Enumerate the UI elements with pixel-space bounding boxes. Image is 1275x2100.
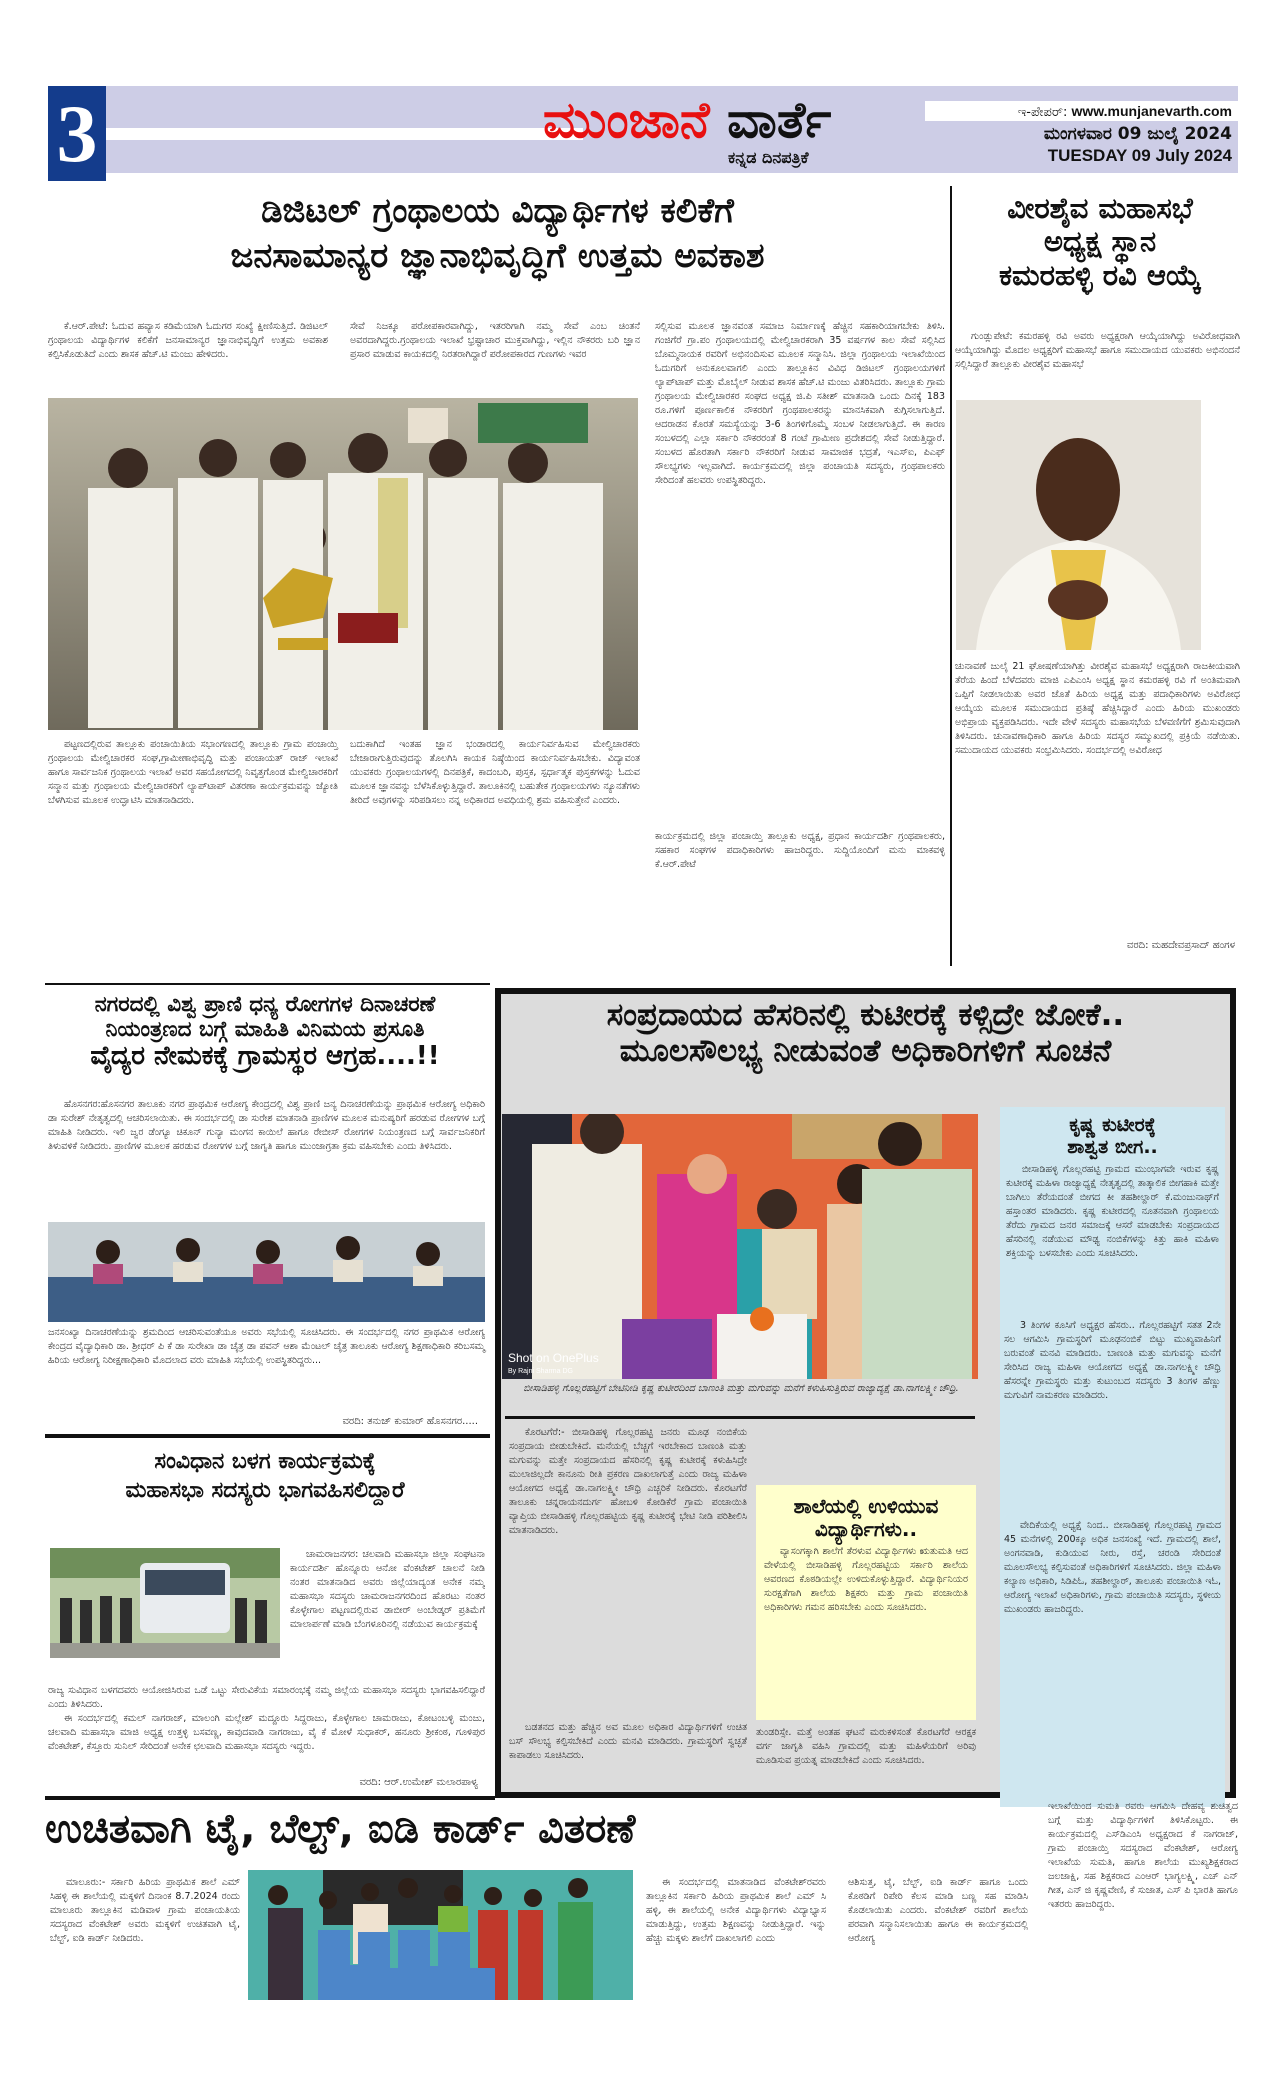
tie-belt-col4: ಇಲಾಖೆಯಿಂದ ಸುಮತಿ ರವರು ಆಗಮಿಸಿ ದೇಹವ್ಯ ಶುಚಿತ್ವದ ಬಗ್ಗೆ ಮತ್ತು ವಿದ್ಯಾರ್ಥಿಗಳಿಗೆ ತಿಳಿಸಿಕೊಟ್ಟರು. ಈ ಕಾರ್ಯಕ್ರಮದಲ್ಲಿ ಎಸ್‌ಡಿಎಂಸಿ ಅಧ್ಯಕ್ಷರಾದ ಕೆ ನಾಗರಾಜ್, ಗ್ರಾಮ ಪಂಚಾಯ್ತಿ ಸದಸ್ಯರಾದ ವೆಂಕಟೇಶ್, ಆರೋಗ್ಯ ಇಲಾಖೆಯ ಸುಮತಿ, ಹಾಗೂ ಶಾಲೆಯ ಮುಖ್ಯಶಿಕ್ಷಕರಾದ ಜಲಜಾಕ್ಷಿ, ಸಹ ಶಿಕ್ಷಕರಾದ ಎಂಆರ್ ಭಾಗ್ಯಲಕ್ಷ್ಮಿ, ಎಚ್ ಎನ್ ಗೀತ, ಎನ್ ಜಿ ಕೃಷ್ಣವೇಣಿ, ಕೆ ಸುಜಾತ, ಎಸ್ ಪಿ ಭಾರತಿ ಹಾಗೂ ಇತರರು ಹಾಜರಿದ್ದರು. <box>1048 1801 1238 1910</box>
health-byline: ವರದಿ: ತನುಜ್ ಕುಮಾರ್ ಹೊಸನಗರ..... <box>342 1416 478 1427</box>
sampradaya-headline-line2: ಮೂಲಸೌಲಭ್ಯ ನೀಡುವಂತೆ ಅಧಿಕಾರಿಗಳಿಗೆ ಸೂಚನೆ <box>619 1032 1112 1069</box>
sampradaya-headline <box>501 994 1230 1069</box>
photo-watermark <box>508 1352 599 1378</box>
section-divider <box>45 1434 490 1438</box>
constitution-body-people: ಈ ಸಂದರ್ಭದಲ್ಲಿ ಕಮಲ್ ನಾಗರಾಜ್, ಮಾಲಂಗಿ ಮಲ್ಲೇಶ್ ಮದ್ದೂರು ಸಿದ್ದರಾಜು, ಕೊಳ್ಳೇಗಾಲ ಚಾಮರಾಜು, ಕೋಟಂಬಳ್ಳಿ ಮಂಜು, ಚಲವಾದಿ ಮಹಾಸಭಾ ಮಾಜಿ ಅಧ್ಯಕ್ಷ ಉತ್ತಳ್ಳಿ ಬಸವಣ್ಣ, ಕಾವುದವಾಡಿ ನಾಗರಾಜು, ವೈ ಕೆ ಮೋಳೆ ಸುಧಾಕರ್, ಹನೂರು ಶ್ರೀಕಂಠ, ಗೂಳಿಪುರ ವೆಂಕಟೇಶ್, ಕೆಸ್ತೂರು ಸುನಿಲ್ ಸೇರಿದಂತೆ ಅನೇಕ ಛಲವಾದಿ ಮಹಾಸಭಾ ಸದಸ್ಯರು ಇದ್ದರು. <box>48 1713 485 1752</box>
tie-belt-col2: ಈ ಸಂದರ್ಭದಲ್ಲಿ ಮಾತನಾಡಿದ ವೆಂಕಟೇಶ್‌ರವರು ತಾಲ್ಲೂಕಿನ ಸರ್ಕಾರಿ ಹಿರಿಯ ಪ್ರಾಥಮಿಕ ಶಾಲೆ ಎಮ್ ಸಿ ಹಳ್ಳಿ, ಈ ಶಾಲೆಯಲ್ಲಿ ಅನೇಕ ವಿದ್ಯಾರ್ಥಿಗಳು ವಿದ್ಯಾಭ್ಯಾಸ ಮಾಡುತ್ತಿದ್ದು, ಉತ್ತಮ ಶಿಕ್ಷಣವನ್ನು ನೀಡುತ್ತಿದ್ದಾರೆ. ಇನ್ನು ಹೆಚ್ಚು ಮಕ್ಕಳು ಶಾಲೆಗೆ ದಾಖಲಾಗಲಿ ಎಂದು <box>646 1877 826 1944</box>
school-students-panel <box>756 1485 976 1720</box>
school-headline-line2: ವಿದ್ಯಾರ್ಥಿಗಳು.. <box>814 1517 918 1541</box>
library-col3: ಸಲ್ಲಿಸುವ ಮೂಲಕ ಜ್ಞಾನವಂತ ಸಮಾಜ ನಿರ್ಮಾಣಕ್ಕೆ ಹೆಚ್ಚಿನ ಸಹಕಾರಿಯಾಗಬೇಕು ತಿಳಿಸಿ. ಗಂಜಿಗೆರೆ ಗ್ರಾ.ಪಂ ಗ್ರಂಥಾಲಯದಲ್ಲಿ ಮೇಲ್ವಿಚಾರಕರಾಗಿ 35 ವರ್ಷಗಳ ಕಾಲ ಸೇವೆ ಸಲ್ಲಿಸಿದ ಬೊಮ್ಮನಾಯಕ ರವರಿಗೆ ಅಭಿನಂದಿಸುವ ಮೂಲಕ ಸನ್ಮಾನಿಸಿ. ಜಿಲ್ಲಾ ಗ್ರಂಥಾಲಯ ಇಲಾಖೆಯಿಂದ ಓದುಗರಿಗೆ ಅನುಕೂಲವಾಗಲಿ ಎಂದು ತಾಲ್ಲೂಕಿನ ವಿವಿಧ ಡಿಜಿಟಲ್ ಗ್ರಂಥಾಲಯಗಳಿಗೆ ಲ್ಯಾಪ್‌ಟಾಪ್ ಮತ್ತು ಮೊಬೈಲ್ ನೀಡುವ ಶಾಸಕ ಹೆಚ್.ಟಿ ಮಂಜು ವಿತರಿಸಿದರು. ತಾಲ್ಲೂಕು ಗ್ರಾಮ ಗ್ರಂಥಾಲಯ ಮೇಲ್ವಿಚಾರಕರ ಸಂಘದ ಅಧ್ಯಕ್ಷ ಜಿ.ಪಿ ಸತೀಶ್ ಮಾತನಾಡಿ ಒಂದು ದಿನಕ್ಕೆ 183 ರೂ.ಗಳಿಗೆ ಪೂರ್ಣಕಾಲಿಕ ನೌಕರರಿಗೆ ಗ್ರಂಥಪಾಲಕರನ್ನು ಮಾನಸಿಕವಾಗಿ ಕುಗ್ಗಿಸಲಾಗುತ್ತಿದೆ. ಆದರಾಡನ ಕೊರತೆ ಸಮಸ್ಯೆಯನ್ನು 3-6 ತಿಂಗಳಿಗೊಮ್ಮೆ ಸಂಬಳ ನೀಡಲಾಗುತ್ತಿದೆ. ಈ ಕಾರಣ ಸಂಬಳದಲ್ಲಿ ಎಲ್ಲಾ ಸರ್ಕಾರಿ ನೌಕರರಂತೆ 8 ಗಂಟೆ ಗ್ರಾಮೀಣ ಪ್ರದೇಶದಲ್ಲಿ ಸೇವೆ ನೀಡುತ್ತಿದ್ದಾರೆ. ಸಂಬಳದ ಹೊರತಾಗಿ ಸರ್ಕಾರಿ ನೌಕರರಿಗೆ ನೀಡುವ ಸಾಮಾಜಿಕ ಭದ್ರತೆ, ಇಎಸ್‌ಐ, ಪಿಎಫ್ ಸೌಲಭ್ಯಗಳು ಇಲ್ಲವಾಗಿದೆ. ಕಾರ್ಯಕ್ರಮದಲ್ಲಿ ಜಿಲ್ಲಾ ಪಂಚಾಯತಿ ಸದಸ್ಯರು, ಗ್ರಂಥಪಾಲಕರು ಸೇರಿದಂತೆ ಹಲವರು ಉಪಸ್ಥಿತರಿದ್ದರು. <box>655 321 945 486</box>
veerashaiva-body: ಚುನಾವಣೆ ಜುಲೈ 21 ಘೋಷಣೆಯಾಗಿತ್ತು ವೀರಶೈವ ಮಹಾಸಭೆ ಅಧ್ಯಕ್ಷರಾಗಿ ರಾಜಕೀಯವಾಗಿ ತೆರೆಯ ಹಿಂದೆ ಬೆಳೆದವರು ಮಾಜಿ ಎಪಿಎಂಸಿ ಅಧ್ಯಕ್ಷ ಸ್ಥಾನ ಕಮರಹಳ್ಳಿ ರವಿ ಗೆ ಅಂತಿಮವಾಗಿ ಒಪ್ಪಿಗೆ ನೀಡಲಾಯಿತು ಅವರ ಜೊತೆ ಹಿರಿಯ ಅಧ್ಯಕ್ಷ ಮತ್ತು ಪದಾಧಿಕಾರಿಗಳು ಅವಿರೋಧ ಆಯ್ಕೆಯ ಮೂಲಕ ಸಮುದಾಯದ ಪ್ರತಿಷ್ಠೆ ಹೆಚ್ಚಿಸಿದ್ದಾರೆ ಎಂದು ಹಿರಿಯ ಮುಖಂಡರು ಅಭಿಪ್ರಾಯ ವ್ಯಕ್ತಪಡಿಸಿದರು. ಇದೇ ವೇಳೆ ಸದಸ್ಯರು ಮಹಾಸಭೆಯ ಬೆಳವಣಿಗೆಗೆ ಶ್ರಮಿಸುವುದಾಗಿ ತಿಳಿಸಿದರು. ಚುನಾವಣಾಧಿಕಾರಿ ಹಾಗೂ ಹಿರಿಯ ಸದಸ್ಯರ ಸಮ್ಮುಖದಲ್ಲಿ ಪ್ರಕ್ರಿಯೆ ನಡೆಯಿತು. ಸಮುದಾಯದ ಯುವಕರು ಸಂಭ್ರಮಿಸಿದರು. ಸಂದರ್ಭದಲ್ಲಿ ಅವಿರೋಧ <box>955 661 1240 756</box>
library-col1-bottom: ಪಟ್ಟಣದಲ್ಲಿರುವ ತಾಲ್ಲೂಕು ಪಂಚಾಯಿತಿಯ ಸಭಾಂಗಣದಲ್ಲಿ ತಾಲ್ಲೂಕು ಗ್ರಾಮ ಪಂಚಾಯ್ತಿ ಗ್ರಂಥಾಲಯ ಮೇಲ್ವಿಚಾರಕರ ಸಂಘ,ಗ್ರಾಮೀಣಾಭಿವೃದ್ಧಿ ಮತ್ತು ಪಂಚಾಯತ್ ರಾಜ್ ಇಲಾಖೆ ಹಾಗೂ ಸಾರ್ವಜನಿಕ ಗ್ರಂಥಾಲಯ ಇಲಾಖೆ ಅವರ ಸಹಯೋಗದಲ್ಲಿ ನಿವೃತ್ತಗೊಂಡ ಮೇಲ್ವಿಚಾರಕರಿಗೆ ಸನ್ಮಾನ ಮತ್ತು ಗ್ರಂಥಾಲಯ ಮೇಲ್ವಿಚಾರಕರಿಗೆ ಲ್ಯಾಪ್‌ಟಾಪ್ ವಿತರಣಾ ಕಾರ್ಯಕ್ರಮವನ್ನು ಜ್ಯೋತಿ ಬೆಳಗಿಸುವ ಮೂಲಕ ಉದ್ಘಾಟಿಸಿ ಮಾತನಾಡಿದರು. <box>48 739 338 806</box>
date-kannada: ಮಂಗಳವಾರ 09 ಜುಲೈ 2024 <box>1043 124 1232 144</box>
watermark-text: Shot on OnePlus <box>508 1351 599 1365</box>
section-divider <box>45 1796 495 1800</box>
masthead-stripe <box>103 128 583 140</box>
health-headline-line3: ವೈದ್ಯರ ನೇಮಕಕ್ಕೆ ಗ್ರಾಮಸ್ಥರ ಆಗ್ರಹ....!! <box>90 1041 440 1072</box>
section-divider <box>45 983 490 985</box>
epaper-url[interactable]: www.munjanevarth.com <box>1071 103 1232 119</box>
library-headline-line1: ಡಿಜಿಟಲ್ ಗ್ರಂಥಾಲಯ ವಿದ್ಯಾರ್ಥಿಗಳ ಕಲಿಕೆಗೆ <box>261 191 734 231</box>
portrait-image <box>956 400 1201 650</box>
library-headline-line2: ಜನಸಾಮಾನ್ಯರ ಜ್ಞಾನಾಭಿವೃದ್ಧಿಗೆ ಉತ್ತಮ ಅವಕಾಶ <box>230 236 765 277</box>
health-headline <box>45 993 485 1072</box>
masthead <box>48 86 1238 181</box>
date-english: TUESDAY 09 July 2024 <box>1047 146 1232 165</box>
library-col2-bottom: ಬದುಕಾಗಿದೆ ಇಂತಹ ಜ್ಞಾನ ಭಂಡಾರದಲ್ಲಿ ಕಾರ್ಯನಿರ್ವಹಿಸುವ ಮೇಲ್ವಿಚಾರಕರು ಬೇಜಾರಾಗುತ್ತಿರುವುದನ್ನು ತೊಲಗಿಸಿ ಕಾಯಕ ನಿಷ್ಠೆಯಿಂದ ಕಾರ್ಯನಿರ್ವಹಿಸಬೇಕು. ವಿದ್ಯಾವಂತ ಯುವಕರು ಗ್ರಂಥಾಲಯಗಳಲ್ಲಿ ದಿನಪತ್ರಿಕೆ, ಕಾದಂಬರಿ, ಪುಸ್ತಕ, ಸ್ಪರ್ಧಾತ್ಮಕ ಪುಸ್ತಕಗಳನ್ನು ಓದುವ ಮೂಲಕ ಜ್ಞಾನವನ್ನು ಬೆಳೆಸಿಕೊಳ್ಳುತ್ತಿದ್ದಾರೆ. ತಾಲೂಕಿನಲ್ಲಿ ಬಹುತೇಕ ಗ್ರಂಥಾಲಯಗಳು ನ್ಯೂನತೆಗಳು ತೀರಿದೆ ಅವುಗಳನ್ನು ಸರಿಪಡಿಸಲು ನನ್ನ ಅಧಿಕಾರದ ಅವಧಿಯಲ್ಲಿ ಶ್ರಮ ವಹಿಸುತ್ತೇನೆ ಎಂದರು. <box>350 739 640 806</box>
kuteera-photo-image <box>502 1114 978 1379</box>
caption-divider <box>505 1416 975 1419</box>
constitution-byline: ವರದಿ: ಆರ್.ಉಮೇಶ್ ಮಲಾರಪಾಳ್ಯ <box>359 1777 478 1788</box>
logo-red-text: ಮುಂಜಾನೆ <box>543 91 710 149</box>
kuteera-side-headline-line1: ಕೃಷ್ಣ ಕುಟೀರಕ್ಕೆ <box>1069 1114 1156 1136</box>
tie-belt-col3: ಆಶಿಸುತ್ತ, ಟೈ, ಬೆಲ್ಟ್, ಐಡಿ ಕಾರ್ಡ್ ಹಾಗೂ ಒಂದು ಕೊಠಡಿಗೆ ರಿಪೇರಿ ಕೆಲಸ ಮಾಡಿ ಬಣ್ಣ ಸಹ ಮಾಡಿಸಿ ಕೊಡಲಾಯಿತು ಎಂದರು. ವೆಂಕಟೇಶ್ ರವರಿಗೆ ಶಾಲೆಯ ಪರವಾಗಿ ಸನ್ಮಾನಿಸಲಾಯಿತು ಹಾಗೂ ಈ ಕಾರ್ಯಕ್ರಮದಲ್ಲಿ ಆರೋಗ್ಯ <box>848 1877 1028 1944</box>
constitution-headline-line2: ಮಹಾಸಭಾ ಸದಸ್ಯರು ಭಾಗವಹಿಸಲಿದ್ದಾರೆ <box>125 1478 405 1504</box>
tie-belt-headline: ಉಚಿತವಾಗಿ ಟೈ, ಬೆಲ್ಟ್, ಐಡಿ ಕಾರ್ಡ್ ವಿತರಣೆ <box>45 1806 636 1852</box>
tie-belt-col1: ಮಾಲೂರು:- ಸರ್ಕಾರಿ ಹಿರಿಯ ಪ್ರಾಥಮಿಕ ಶಾಲೆ ಎಮ್ ಸಿಹಳ್ಳಿ ಈ ಶಾಲೆಯಲ್ಲಿ ಮಕ್ಕಳಿಗೆ ದಿನಾಂಕ 8.7.2024 ರಂದು ಮಾಲೂರು ತಾಲ್ಲೂಕಿನ ಮಡಿವಾಳ ಗ್ರಾಮ ಪಂಚಾಯತಿಯ ಸದಸ್ಯರಾದ ವೆಂಕಟೇಶ್ ಅವರು ಮಕ್ಕಳಿಗೆ ಉಚಿತವಾಗಿ ಟೈ, ಬೆಲ್ಟ್, ಐಡಿ ಕಾರ್ಡ್ ನೀಡಿದರು. <box>50 1877 240 1944</box>
school-students-body: ವ್ಯಾಸಂಗಕ್ಕಾಗಿ ಶಾಲೆಗೆ ತೆರಳುವ ವಿದ್ಯಾರ್ಥಿಗಳು ಋತುಮತಿ ಆದ ವೇಳೆಯಲ್ಲಿ ಬೀಸಾಡಿಹಳ್ಳಿ ಗೊಲ್ಲರಹಟ್ಟಿಯ ಸರ್ಕಾರಿ ಶಾಲೆಯ ಆವರಣದ ಕೊಠಡಿಯಲ್ಲೇ ಉಳಿದುಕೊಳ್ಳುತ್ತಿದ್ದಾರೆ. ವಿದ್ಯಾರ್ಥಿನಿಯರ ಸುರಕ್ಷತೆಗಾಗಿ ಶಾಲೆಯ ಶಿಕ್ಷಕರು ಮತ್ತು ಗ್ರಾಮ ಪಂಚಾಯಿತಿ ಅಧಿಕಾರಿಗಳು ಗಮನ ಹರಿಸಬೇಕು ಎಂದು ಸೂಚಿಸಿದರು. <box>764 1546 968 1613</box>
school-photo-image <box>248 1870 633 2000</box>
library-headline <box>45 192 950 276</box>
watermark-subtext: By Rajni Sharma DG <box>508 1368 573 1375</box>
health-headline-line1: ನಗರದಲ್ಲಿ ವಿಶ್ವ ಪ್ರಾಣಿ ಧನ್ಯ ರೋಗಗಳ ದಿನಾಚರಣೆ <box>94 992 436 1017</box>
school-children-photo <box>248 1870 633 2000</box>
veerashaiva-headline-line1: ವೀರಶೈವ ಮಹಾಸಭೆ <box>1007 191 1193 225</box>
kuteera-side-body: ಬೀಸಾಡಿಹಳ್ಳಿ ಗೊಲ್ಲರಹಟ್ಟಿ ಗ್ರಾಮದ ಮುಂಭಾಗವೇ ಇರುವ ಕೃಷ್ಣ ಕುಟೀರಕ್ಕೆ ಮಹಿಳಾ ರಾಜ್ಯಾಧ್ಯಕ್ಷೆ ನೇತೃತ್ವದಲ್ಲಿ ತಾತ್ಕಾಲಿಕ ಬೀಗಹಾಕಿ ಮತ್ತೇ ಬಾಗಿಲು ತೆರೆಯದಂತೆ ಬೀಗದ ಕೀ ತಹಶೀಲ್ದಾರ್ ಕೆ.ಮಂಜುನಾಥ್‌ಗೆ ಹಸ್ತಾಂತರ ಮಾಡಿದರು. ಕೃಷ್ಣ ಕುಟೀರದಲ್ಲಿ ನೂತನವಾಗಿ ಗ್ರಂಥಾಲಯ ತೆರೆದು ಗ್ರಾಮದ ಜನರ ಸಮಾಜಕ್ಕೆ ಆಸರೆ ಮಾಡಬೇಕು ಸಂಪ್ರದಾಯದ ಹೆಸರಿನಲ್ಲಿ ನಡೆಯುವ ಮೌಢ್ಯ ನಂಬಿಕೆಗಳನ್ನು ಕಿತ್ತು ಹಾಕಿ ಮಹಿಳಾ ಶಕ್ತಿಯನ್ನು ಬಳಸಬೇಕು ಎಂದು ಸೂಚಿಸಿದರು. <box>1006 1163 1219 1259</box>
school-headline-line1: ಶಾಲೆಯಲ್ಲಿ ಉಳಿಯುವ <box>793 1494 939 1518</box>
epaper-label: ಇ-ಪೇಪರ್: <box>1017 105 1068 120</box>
health-meeting-photo <box>48 1222 485 1322</box>
constitution-body-full: ರಾಜ್ಯ ಸುವಿಧಾನ ಬಳಗದವರು ಆಯೋಜಿಸಿರುವ ಒಡೆ ಒಟ್ಟು ಸೇರುವಿಕೆಯ ಸಮಾರಂಭಕ್ಕೆ ನಮ್ಮ ಜಿಲ್ಲೆಯ ಮಹಾಸಭಾ ಸದಸ್ಯರು ಭಾಗವಹಿಸಲಿದ್ದಾರೆ ಎಂದು ತಿಳಿಸಿದರು. <box>48 1685 485 1710</box>
page-number: 3 <box>48 86 106 181</box>
constitution-headline-line1: ಸಂವಿಧಾನ ಬಳಗ ಕಾರ್ಯಕ್ರಮಕ್ಕೆ <box>154 1449 376 1474</box>
column-divider <box>950 186 952 966</box>
health-body-bottom: ಜನಸಂಖ್ಯಾ ದಿನಾಚರಣೆಯನ್ನು ಶ್ರಮದಿಂದ ಆಚರಿಸುವಂತೆಯೂ ಅವರು ಸಭೆಯಲ್ಲಿ ಸೂಚಿಸಿದರು. ಈ ಸಂದರ್ಭದಲ್ಲಿ ನಗರ ಪ್ರಾಥಮಿಕ ಆರೋಗ್ಯ ಕೇಂದ್ರದ ವೈದ್ಯಾಧಿಕಾರಿ ಡಾ. ಶ್ರೀಧರ್ ಪಿ ಕೆ ಡಾ ಸುರೇಖಾ ಡಾ ಚೈತ್ರ ಡಾ ಪವನ್ ಆಶಾ ಮೆಂಟಲ್ ಚೈತ್ರ ತಾಲೂಕು ಆರೋಗ್ಯ ಶಿಕ್ಷಣಾಧಿಕಾರಿ ಕರಿಬಸಮ್ಮ ಹಿರಿಯ ಆರೋಗ್ಯ ನಿರೀಕ್ಷಣಾಧಿಕಾರಿ ಮೊದಲಾದ ವರು ಮಾಹಿತಿ ಸಭೆಯಲ್ಲಿ ಉಪಸ್ಥಿತರಿದ್ದರು... <box>48 1327 485 1366</box>
veerashaiva-intro: ಗುಂಡ್ಲುಪೇಟೆ: ಕಮರಹಳ್ಳಿ ರವಿ ಅವರು ಅಧ್ಯಕ್ಷರಾಗಿ ಆಯ್ಕೆಯಾಗಿದ್ದು ಅವಿರೋಧವಾಗಿ ಆಯ್ಕೆಯಾಗಿದ್ದು ಮೊದಲ ಅಧ್ಯಕ್ಷರಿಗೆ ಮಹಾಸಭೆ ಹಾಗೂ ಸಮುದಾಯದ ಯುವಕರು ಅಭಿನಂದನೆ ಸಲ್ಲಿಸಿದ್ದಾರೆ ತಾಲ್ಲೂಕು ವೀರಶೈವ ಮಹಾಸಭೆ <box>955 331 1240 370</box>
sampradaya-yellow-tail: ತುಂಡರಿಸ್ಸೇ. ಮತ್ತೆ ಅಂತಹ ಘಟನೆ ಮರುಕಳಿಸಂತೆ ಕೊರಟಗೆರೆ ಆರಕ್ಷಕ ವರ್ಗ ಜಾಗೃತಿ ವಹಿಸಿ ಗ್ರಾಮದಲ್ಲಿ ಮತ್ತು ಮಹಿಳೆಯರಿಗೆ ಅರಿವು ಮೂಡಿಸುವ ಪ್ರಯತ್ನ ಮಾಡಬೇಕಿದೆ ಎಂದು ಸೂಚಿಸಿದರು. <box>756 1727 976 1766</box>
sampradaya-main-body: ಕೊರಟಗೆರೆ:- ಬೀಸಾಡಿಹಳ್ಳಿ ಗೊಲ್ಲರಹಟ್ಟಿ ಜನರು ಮೂಢ ನಂಬಿಕೆಯ ಸಂಪ್ರದಾಯ ಬೀಡುಬೇಕಿದೆ. ಮನೆಯಲ್ಲಿ ಬೆಚ್ಚಗೆ ಇರಬೇಕಾದ ಬಾಣಂತಿ ಮತ್ತು ಮಗುವನ್ನು ಮತ್ತೇ ಸಂಪ್ರದಾಯದ ಹೆಸರಿನಲ್ಲಿ ಕೃಷ್ಣ ಕುಟೀರಕ್ಕೆ ಕಳುಹಿಸಿದ್ರೇ ಮುಲಾಜಿಲ್ಲದೇ ಕಾನೂನು ರೀತಿ ಪ್ರಕರಣ ದಾಖಲಾಗುತ್ತೆ ಎಂದು ರಾಜ್ಯ ಮಹಿಳಾ ಆಯೋಗದ ಅಧ್ಯಕ್ಷೆ ಡಾ.ನಾಗಲಕ್ಷ್ಮೀ ಚೌಧ್ರಿ ಎಚ್ಚರಿಕೆ ನೀಡಿದರು. ಕೊರಟಗೆರೆ ತಾಲೂಕು ಚನ್ನರಾಯನದುರ್ಗ ಹೋಬಳಿ ಕೋಡಿಕೆರೆ ಗ್ರಾಮ ಪಂಚಾಯಿತಿ ವ್ಯಾಪ್ತಿಯ ಬೀಸಾಡಿಹಳ್ಳಿ ಗೊಲ್ಲರಹಟ್ಟಿಯ ಕೃಷ್ಣ ಕುಟೀರಕ್ಕೆ ಭೇಟಿ ನೀಡಿ ಪರಿಶೀಲಿಸಿ ಮಾತನಾಡಿದರು. <box>509 1427 747 1536</box>
health-body-top: ಹೊಸನಗರ:ಹೊಸನಗರ ತಾಲೂಕು ನಗರ ಪ್ರಾಥಮಿಕ ಆರೋಗ್ಯ ಕೇಂದ್ರದಲ್ಲಿ ವಿಶ್ವ ಪ್ರಾಣಿ ಜನ್ಯ ದಿನಾಚರಣೆಯನ್ನು ಪ್ರಾಥಮಿಕ ಆರೋಗ್ಯ ಅಧಿಕಾರಿ ಡಾ ಸುರೇಶ್ ನೇತೃತ್ವದಲ್ಲಿ ಆಚರಿಸಲಾಯಿತು. ಈ ಸಂದರ್ಭದಲ್ಲಿ ಡಾ ಸುರೇಶ ಮಾತನಾಡಿ ಪ್ರಾಣಿಗಳ ಮೂಲಕ ಮನುಷ್ಯರಿಗೆ ಹರಡುವ ರೋಗಗಳ ಬಗ್ಗೆ ಮಾಹಿತಿ ನೀಡಿದರು. ಇಲಿ ಜ್ವರ ಡೆಂಗ್ಯೂ ಚಿಕೂನ್ ಗುನ್ಯಾ ಮಂಗನ ಕಾಯಿಲೆ ಹಾಗೂ ರೇಬೀಸ್ ರೋಗಗಳ ನಿಯಂತ್ರಣದ ಬಗ್ಗೆ ಸಾರ್ವಜನಿಕರಿಗೆ ತಿಳುವಳಿಕೆ ನೀಡಿದರು. ಪ್ರಾಣಿಗಳ ಮೂಲಕ ಹರಡುವ ರೋಗಗಳ ಬಗ್ಗೆ ಜಾಗೃತಿ ಹಾಗೂ ಮುಂಜಾಗ್ರತಾ ಕ್ರಮ ವಹಿಸಬೇಕು ಎಂದು ತಿಳಿಸಿದರು. <box>48 1099 485 1152</box>
kuteera-photo-caption: ಬೀಸಾಡಿಹಳ್ಳಿ ಗೊಲ್ಲರಹಟ್ಟಿಗೆ ಬೇಟಿನೀಡಿ ಕೃಷ್ಣ ಕುಟೀರದಿಂದ ಬಾಣಂತಿ ಮತ್ತು ಮಗುವನ್ನು ಮನೆಗೆ ಕಳುಹಿಸುತ್ತಿರುವ ರಾಜ್ಯಾದ್ಯಕ್ಷೆ ಡಾ.ನಾಗಲಕ್ಷ್ಮೀ ಚೌಧ್ರಿ. <box>523 1383 959 1394</box>
constitution-bus-photo <box>50 1548 280 1658</box>
veerashaiva-headline <box>955 192 1245 292</box>
kuteera-side-body-2: 3 ತಿಂಗಳ ಕೂಸಿಗೆ ಅಧ್ಯಕ್ಷರ ಹೆಸರು.. ಗೊಲ್ಲರಹಟ್ಟಿಗೆ ಸತತ 2ನೇ ಸಲ ಆಗಮಿಸಿ ಗ್ರಾಮಸ್ಥರಿಗೆ ಮೂಢನಂಬಿಕೆ ಬಿಟ್ಟು ಮುಖ್ಯವಾಹಿನಿಗೆ ಬರುವಂತೆ ಮನವಿ ಮಾಡಿದರು. ಬಾಣಂತಿ ಮತ್ತು ಮಗುವನ್ನು ಮನೆಗೆ ಸೇರಿಸಿದ ರಾಜ್ಯ ಮಹಿಳಾ ಆಯೋಗದ ಅಧ್ಯಕ್ಷೆ ಡಾ.ನಾಗಲಕ್ಷ್ಮೀ ಚೌಧ್ರಿ ಹೆಸರನ್ನೇ ಗ್ರಾಮಸ್ಥರು ಮತ್ತು ಕುಟುಂಬದ ಸದಸ್ಯರು 3 ತಿಂಗಳ ಹೆಣ್ಣು ಮಗುವಿಗೆ ನಾಮಕರಣ ಮಾಡಿದರು. <box>1004 1320 1221 1401</box>
library-col3-bottom: ಕಾರ್ಯಕ್ರಮದಲ್ಲಿ ಜಿಲ್ಲಾ ಪಂಚಾಯ್ತಿ ತಾಲ್ಲೂಕು ಅಧ್ಯಕ್ಷ, ಪ್ರಧಾನ ಕಾರ್ಯದರ್ಶಿ ಗ್ರಂಥಪಾಲಕರು, ಸಹಕಾರ ಸಂಘಗಳ ಪದಾಧಿಕಾರಿಗಳು ಹಾಜರಿದ್ದರು. ಸುದ್ದಿಯೊಂದಿಗೆ ಮನು ಮಾಕವಳ್ಳಿ ಕೆ.ಆರ್.ಪೇಟೆ <box>655 831 945 870</box>
sampradaya-headline-line1: ಸಂಪ್ರದಾಯದ ಹೆಸರಿನಲ್ಲಿ ಕುಟೀರಕ್ಕೆ ಕಳ್ಸಿದ್ರೇ ಜೋಕೆ.. <box>606 997 1125 1033</box>
epaper-link[interactable] <box>925 101 1238 121</box>
kuteera-side-headline <box>1000 1107 1225 1159</box>
library-col1-top: ಕೆ.ಆರ್.ಪೇಟೆ: ಓದುವ ಹವ್ಯಾಸ ಕಡಿಮೆಯಾಗಿ ಓದುಗರ ಸಂಖ್ಯೆ ಕ್ಷೀಣಿಸುತ್ತಿದೆ. ಡಿಜಿಟಲ್ ಗ್ರಂಥಾಲಯ ವಿದ್ಯಾರ್ಥಿಗಳ ಕಲಿಕೆಗೆ ಜನಸಾಮಾನ್ಯರ ಜ್ಞಾನಾಭಿವೃದ್ಧಿಗೆ ಉತ್ತಮ ಅವಕಾಶ ಕಲ್ಪಿಸಿಕೊಡುತಿದೆ ಎಂದು ಶಾಸಕ ಹೆಚ್.ಟಿ ಮಂಜು ಹೇಳಿದರು. <box>48 321 328 360</box>
constitution-headline <box>45 1449 485 1504</box>
logo-tagline: ಕನ್ನಡ ದಿನಪತ್ರಿಕೆ <box>728 148 809 167</box>
bus-photo-image <box>50 1548 280 1658</box>
school-students-headline <box>756 1485 976 1541</box>
library-event-photo <box>48 398 638 730</box>
newspaper-logo <box>543 92 831 148</box>
veerashaiva-byline: ವರದಿ: ಮಹದೇವಪ್ರಸಾದ್ ಹಂಗಳ <box>1126 940 1235 951</box>
constitution-body-right: ಚಾಮರಾಜನಗರ: ಚಲವಾದಿ ಮಹಾಸಭಾ ಜಿಲ್ಲಾ ಸಂಘಟನಾ ಕಾರ್ಯದರ್ಶಿ ಹೊನ್ನೂರು ಆನೋ ವೆಂಕಟೇಶ್ ಚಾಲನೆ ನೀಡಿ ನಂತರ ಮಾತನಾಡಿದ ಅವರು ಜಿಲ್ಲೆಯಾದ್ಯಂತ ಅನೇಕ ನಮ್ಮ ಮಹಾಸಭಾ ಸದಸ್ಯರು ಚಾಮರಾಜನಗರದಿಂದ ಹೊರಟು ನಂತರ ಕೊಳ್ಳೇಗಾಲ ಪಟ್ಟಣದಲ್ಲಿರುವ ಡಾಬೀರ್ ಅಂಬೇಡ್ಕರ್ ಪ್ರತಿಮೆಗೆ ಮಾಲಾರ್ಪಣೆ ಮಾಡಿ ಬೆಂಗಳೂರಿನಲ್ಲಿ ನಡೆಯುವ ಕಾರ್ಯಕ್ರಮಕ್ಕೆ <box>290 1549 485 1630</box>
veerashaiva-headline-line2: ಅಧ್ಯಕ್ಷ ಸ್ಥಾನ <box>1043 224 1157 259</box>
library-col2-top: ಸೇವೆ ನಿಜಕ್ಕೂ ಪರೋಪಕಾರವಾಗಿದ್ದು, ಇತರರಿಗಾಗಿ ನಮ್ಮ ಸೇವೆ ಎಂಬ ಚಿಂತನೆ ಅವರದಾಗಿದ್ದರು.ಗ್ರಂಥಾಲಯ ಇಲಾಖೆ ಭ್ರಷ್ಟಾಚಾರ ಮುಕ್ತವಾಗಿದ್ದು, ಇಲ್ಲಿನ ನೌಕರರು ಬರಿ ಜ್ಞಾನ ಪ್ರಸಾರ ಮಾಡುವ ಕಾಯಕದಲ್ಲಿ ನಿರತರಾಗಿದ್ದಾರೆ ಪರೋಪಕಾರದ ಗುಣಗಳು ಇವರ <box>350 321 640 360</box>
sampradaya-box <box>495 988 1236 1798</box>
sampradaya-main-body-2: ಬಡತನದ ಮತ್ತು ಹೆಚ್ಚಿನ ಅವ ಮೂಲ ಅಧಿಕಾರ ವಿದ್ಯಾರ್ಥಿಗಳಿಗೆ ಉಚಿತ ಬಸ್ ಸೌಲಭ್ಯ ಕಲ್ಪಿಸಬೇಕಿದೆ ಎಂದು ಮನವಿ ಮಾಡಿದರು. ಗ್ರಾಮಸ್ಥರಿಗೆ ಸ್ವಚ್ಛತೆ ಕಾಪಾಡಲು ಸೂಚಿಸಿದರು. <box>509 1722 747 1761</box>
health-headline-line2: ನಿಯಂತ್ರಣದ ಬಗ್ಗೆ ಮಾಹಿತಿ ವಿನಿಮಯ ಪ್ರಸೂತಿ <box>105 1016 425 1042</box>
library-photo-image <box>48 398 638 730</box>
logo-black-text: ವಾರ್ತೆ <box>727 91 832 149</box>
veerashaiva-headline-line3: ಕಮರಹಳ್ಳಿ ರವಿ ಆಯ್ಕೆ <box>998 257 1202 292</box>
kuteera-side-body-3: ವೇದಿಕೆಯಲ್ಲಿ ಅಧ್ಯಕ್ಷೆ ನಿಂದ.. ಬೀಸಾಡಿಹಳ್ಳಿ ಗೊಲ್ಲರಹಟ್ಟಿ ಗ್ರಾಮದ 45 ಮನೆಗಳಲ್ಲಿ 200ಕ್ಕೂ ಅಧಿಕ ಜನಸಂಖ್ಯೆ ಇದೆ. ಗ್ರಾಮದಲ್ಲಿ ಶಾಲೆ, ಅಂಗನವಾಡಿ, ಕುಡಿಯುವ ನೀರು, ರಸ್ತೆ, ಚರಂಡಿ ಸೇರಿದಂತೆ ಮೂಲಸೌಲಭ್ಯ ಕಲ್ಪಿಸುವಂತೆ ಅಧಿಕಾರಿಗಳಿಗೆ ಸೂಚಿಸಿದರು. ಜಿಲ್ಲಾ ಮಹಿಳಾ ಕಲ್ಯಾಣ ಅಧಿಕಾರಿ, ಸಿಡಿಪಿಓ, ತಹಶೀಲ್ದಾರ್, ತಾಲೂಕು ಪಂಚಾಯಿತಿ ಇಓ, ಆರೋಗ್ಯ ಇಲಾಖೆ ಅಧಿಕಾರಿಗಳು, ಗ್ರಾಮ ಪಂಚಾಯಿತಿ ಸದಸ್ಯರು, ಸ್ಥಳೀಯ ಮುಖಂಡರು ಹಾಜರಿದ್ದರು. <box>1004 1520 1221 1615</box>
kamarahalli-ravi-portrait <box>956 400 1201 650</box>
kuteera-side-headline-line2: ಶಾಶ್ವತ ಬೀಗ.. <box>1067 1135 1158 1158</box>
health-photo-image <box>48 1222 485 1322</box>
krishna-kuteera-photo <box>502 1114 978 1379</box>
